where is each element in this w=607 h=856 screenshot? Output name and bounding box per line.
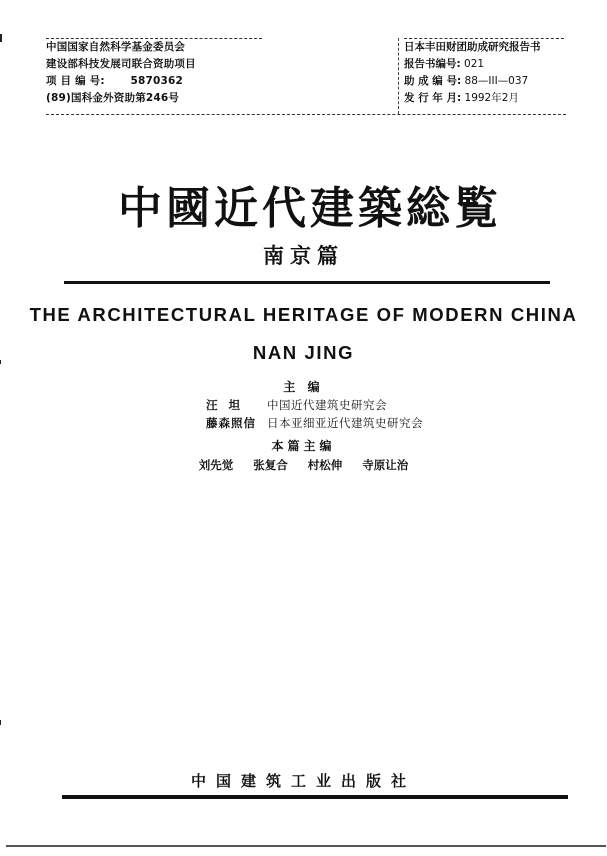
editor-row	[0, 414, 607, 432]
subtitle-english: NAN JING	[252, 342, 355, 363]
title-rule	[64, 281, 550, 284]
chief-editors-heading: 主 编	[283, 380, 324, 394]
issue-date-label: 发 行 年 月:	[404, 92, 462, 104]
funding-line-1: 中国国家自然科学基金委员会	[46, 41, 186, 53]
subtitle-chinese: 南京篇	[263, 244, 344, 268]
funding-line-2: 建设部科技发展司联合资助项目	[46, 58, 196, 70]
section-editors-heading: 本篇主编	[271, 439, 336, 453]
project-number-row	[46, 73, 262, 90]
bottom-rule	[62, 795, 568, 799]
section-editor-name: 村松伸	[307, 458, 343, 472]
scan-edge-mark	[0, 720, 1, 725]
scan-edge-mark	[0, 34, 2, 42]
section-editor-name: 刘先觉	[198, 458, 234, 472]
report-number-label: 报告书编号:	[404, 58, 461, 70]
project-number-value: 5870362	[130, 75, 184, 87]
grant-number-row	[404, 73, 564, 90]
section-editor-name: 张复合	[253, 458, 288, 472]
funding-info-left	[46, 38, 262, 107]
section-editors-names	[0, 456, 607, 474]
project-number-label: 项 目 编 号:	[46, 75, 105, 87]
editor-organization: 日本亚细亚近代建筑史研究会	[267, 416, 423, 430]
report-number-row	[404, 56, 564, 73]
publisher-name: 中国建筑工业出版社	[190, 772, 416, 790]
funding-line-4: (89)国科金外资助第246号	[46, 92, 180, 104]
report-info-right	[404, 38, 564, 107]
header-divider	[398, 38, 399, 114]
editor-row	[0, 396, 607, 414]
main-title-english: THE ARCHITECTURAL HERITAGE OF MODERN CHINA	[29, 304, 578, 325]
editor-name: 汪 坦	[206, 398, 242, 412]
header-bottom-dashed-rule	[46, 114, 566, 115]
main-title-chinese: 中國近代建築総覧	[118, 183, 502, 234]
grant-number-label: 助 成 编 号:	[404, 75, 462, 87]
section-editor-name: 寺原让治	[362, 458, 409, 472]
report-series-title: 日本丰田财团助成研究报告书	[404, 41, 541, 53]
report-number-value: 021	[464, 58, 485, 70]
grant-number-value: 88—III—037	[464, 75, 529, 87]
scan-edge-mark	[0, 360, 1, 364]
editor-organization: 中国近代建筑史研究会	[267, 398, 387, 412]
issue-date-value: 1992年2月	[464, 92, 519, 104]
scan-bottom-edge	[6, 845, 606, 847]
editor-name: 藤森照信	[206, 416, 256, 430]
editors-block	[0, 378, 607, 474]
issue-date-row	[404, 90, 564, 107]
